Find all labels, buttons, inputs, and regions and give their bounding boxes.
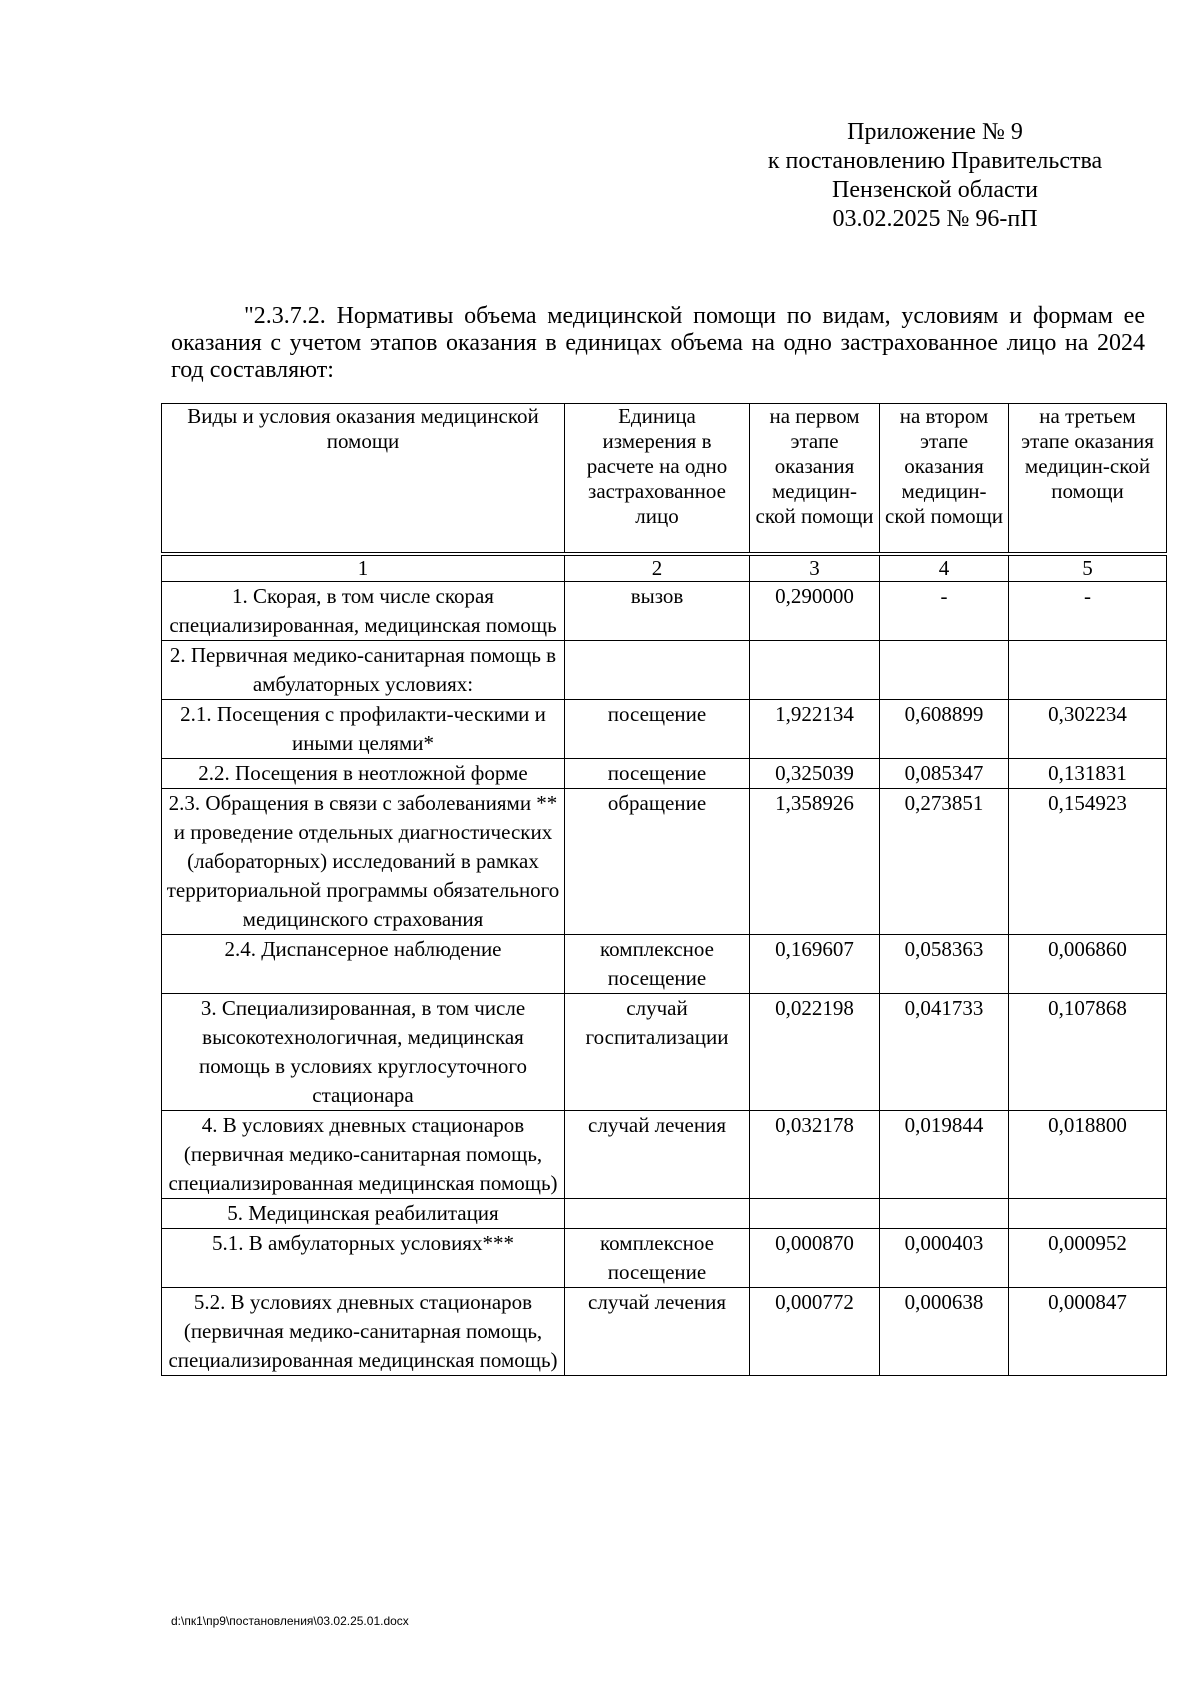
column-number: 4 (880, 554, 1009, 582)
row-name: 5.1. В амбулаторных условиях*** (162, 1229, 565, 1288)
appendix-block (735, 118, 1135, 234)
row-stage-2-value: 0,000403 (880, 1229, 1009, 1288)
row-name: 2. Первичная медико-санитарная помощь в амбулаторных условиях: (162, 641, 565, 700)
row-stage-2-value: 0,085347 (880, 759, 1009, 789)
row-stage-3-value: 0,018800 (1009, 1111, 1167, 1199)
row-name: 3. Специализированная, в том числе высокотехнологичная, медицинская помощь в условиях круглосуточного стационара (162, 994, 565, 1111)
row-stage-1-value: 0,000772 (750, 1288, 880, 1376)
row-stage-1-value (750, 1199, 880, 1229)
row-name: 2.1. Посещения с профилакти-ческими и иными целями* (162, 700, 565, 759)
row-unit: посещение (565, 759, 750, 789)
row-stage-1-value: 1,922134 (750, 700, 880, 759)
row-unit (565, 641, 750, 700)
row-stage-3-value: 0,000952 (1009, 1229, 1167, 1288)
row-unit: случай госпитализации (565, 994, 750, 1111)
table-row (162, 789, 1167, 935)
table-row (162, 1288, 1167, 1376)
row-stage-2-value (880, 1199, 1009, 1229)
row-stage-3-value: 0,131831 (1009, 759, 1167, 789)
row-name: 5.2. В условиях дневных стационаров (первичная медико-санитарная помощь, специализированная медицинская помощь) (162, 1288, 565, 1376)
row-stage-1-value: 0,290000 (750, 582, 880, 641)
row-name: 1. Скорая, в том числе скорая специализированная, медицинская помощь (162, 582, 565, 641)
column-number: 2 (565, 554, 750, 582)
row-stage-2-value: 0,000638 (880, 1288, 1009, 1376)
table-row (162, 641, 1167, 700)
header-stage-3: на третьем этапе оказания медицин-ской помощи (1009, 404, 1167, 555)
table-row (162, 582, 1167, 641)
appendix-subtitle: к постановлению Правительства (767, 148, 1103, 174)
table-row (162, 1111, 1167, 1199)
appendix-date-number: 03.02.2025 № 96-пП (832, 206, 1038, 232)
row-stage-1-value: 0,325039 (750, 759, 880, 789)
row-stage-1-value: 0,000870 (750, 1229, 880, 1288)
file-path-footer: d:\пк1\пр9\постановления\03.02.25.01.docx (171, 1614, 409, 1628)
header-stage-1: на первом этапе оказания медицин-ской помощи (750, 404, 880, 555)
row-stage-1-value: 0,169607 (750, 935, 880, 994)
row-stage-3-value: 0,000847 (1009, 1288, 1167, 1376)
table-row (162, 935, 1167, 994)
table-row (162, 700, 1167, 759)
row-stage-2-value (880, 641, 1009, 700)
column-number: 3 (750, 554, 880, 582)
row-stage-3-value (1009, 641, 1167, 700)
row-stage-1-value: 0,032178 (750, 1111, 880, 1199)
intro-paragraph (171, 303, 1145, 384)
header-stage-2: на втором этапе оказания медицин-ской помощи (880, 404, 1009, 555)
column-number: 1 (162, 554, 565, 582)
row-stage-2-value: 0,273851 (880, 789, 1009, 935)
table-row (162, 994, 1167, 1111)
row-stage-3-value: 0,154923 (1009, 789, 1167, 935)
appendix-region: Пензенской области (832, 177, 1038, 203)
intro-text: "2.3.7.2. Нормативы объема медицинской помощи по видам, условиям и формам ее оказания с учетом этапов оказания в единицах объема на одно застрахованное лицо на 2024 год составляют: (171, 303, 1145, 383)
appendix-title: Приложение № 9 (847, 119, 1023, 145)
row-stage-3-value: 0,302234 (1009, 700, 1167, 759)
table-row (162, 1199, 1167, 1229)
table-row (162, 1229, 1167, 1288)
row-stage-3-value: 0,107868 (1009, 994, 1167, 1111)
row-name: 4. В условиях дневных стационаров (первичная медико-санитарная помощь, специализированная медицинская помощь) (162, 1111, 565, 1199)
row-unit: комплексное посещение (565, 935, 750, 994)
table-row (162, 759, 1167, 789)
header-type: Виды и условия оказания медицинской помощи (162, 404, 565, 555)
table-header-row (162, 404, 1167, 555)
row-stage-1-value (750, 641, 880, 700)
row-unit: вызов (565, 582, 750, 641)
row-stage-3-value: 0,006860 (1009, 935, 1167, 994)
row-unit: посещение (565, 700, 750, 759)
row-stage-1-value: 0,022198 (750, 994, 880, 1111)
row-unit (565, 1199, 750, 1229)
row-unit: обращение (565, 789, 750, 935)
row-stage-2-value: 0,608899 (880, 700, 1009, 759)
row-name: 2.4. Диспансерное наблюдение (162, 935, 565, 994)
header-unit: Единица измерения в расчете на одно застрахованное лицо (565, 404, 750, 555)
row-unit: комплексное посещение (565, 1229, 750, 1288)
row-stage-1-value: 1,358926 (750, 789, 880, 935)
row-name: 5. Медицинская реабилитация (162, 1199, 565, 1229)
row-name: 2.2. Посещения в неотложной форме (162, 759, 565, 789)
row-stage-2-value: 0,058363 (880, 935, 1009, 994)
row-stage-3-value: - (1009, 582, 1167, 641)
row-unit: случай лечения (565, 1111, 750, 1199)
column-number: 5 (1009, 554, 1167, 582)
column-number-row (162, 554, 1167, 582)
row-stage-2-value: 0,041733 (880, 994, 1009, 1111)
row-stage-2-value: - (880, 582, 1009, 641)
row-stage-2-value: 0,019844 (880, 1111, 1009, 1199)
row-unit: случай лечения (565, 1288, 750, 1376)
row-stage-3-value (1009, 1199, 1167, 1229)
norms-table (161, 403, 1167, 1376)
row-name: 2.3. Обращения в связи с заболеваниями ** и проведение отдельных диагностических (лабораторных) исследований в рамках территориальной программы обязательного медицинского страхования (162, 789, 565, 935)
